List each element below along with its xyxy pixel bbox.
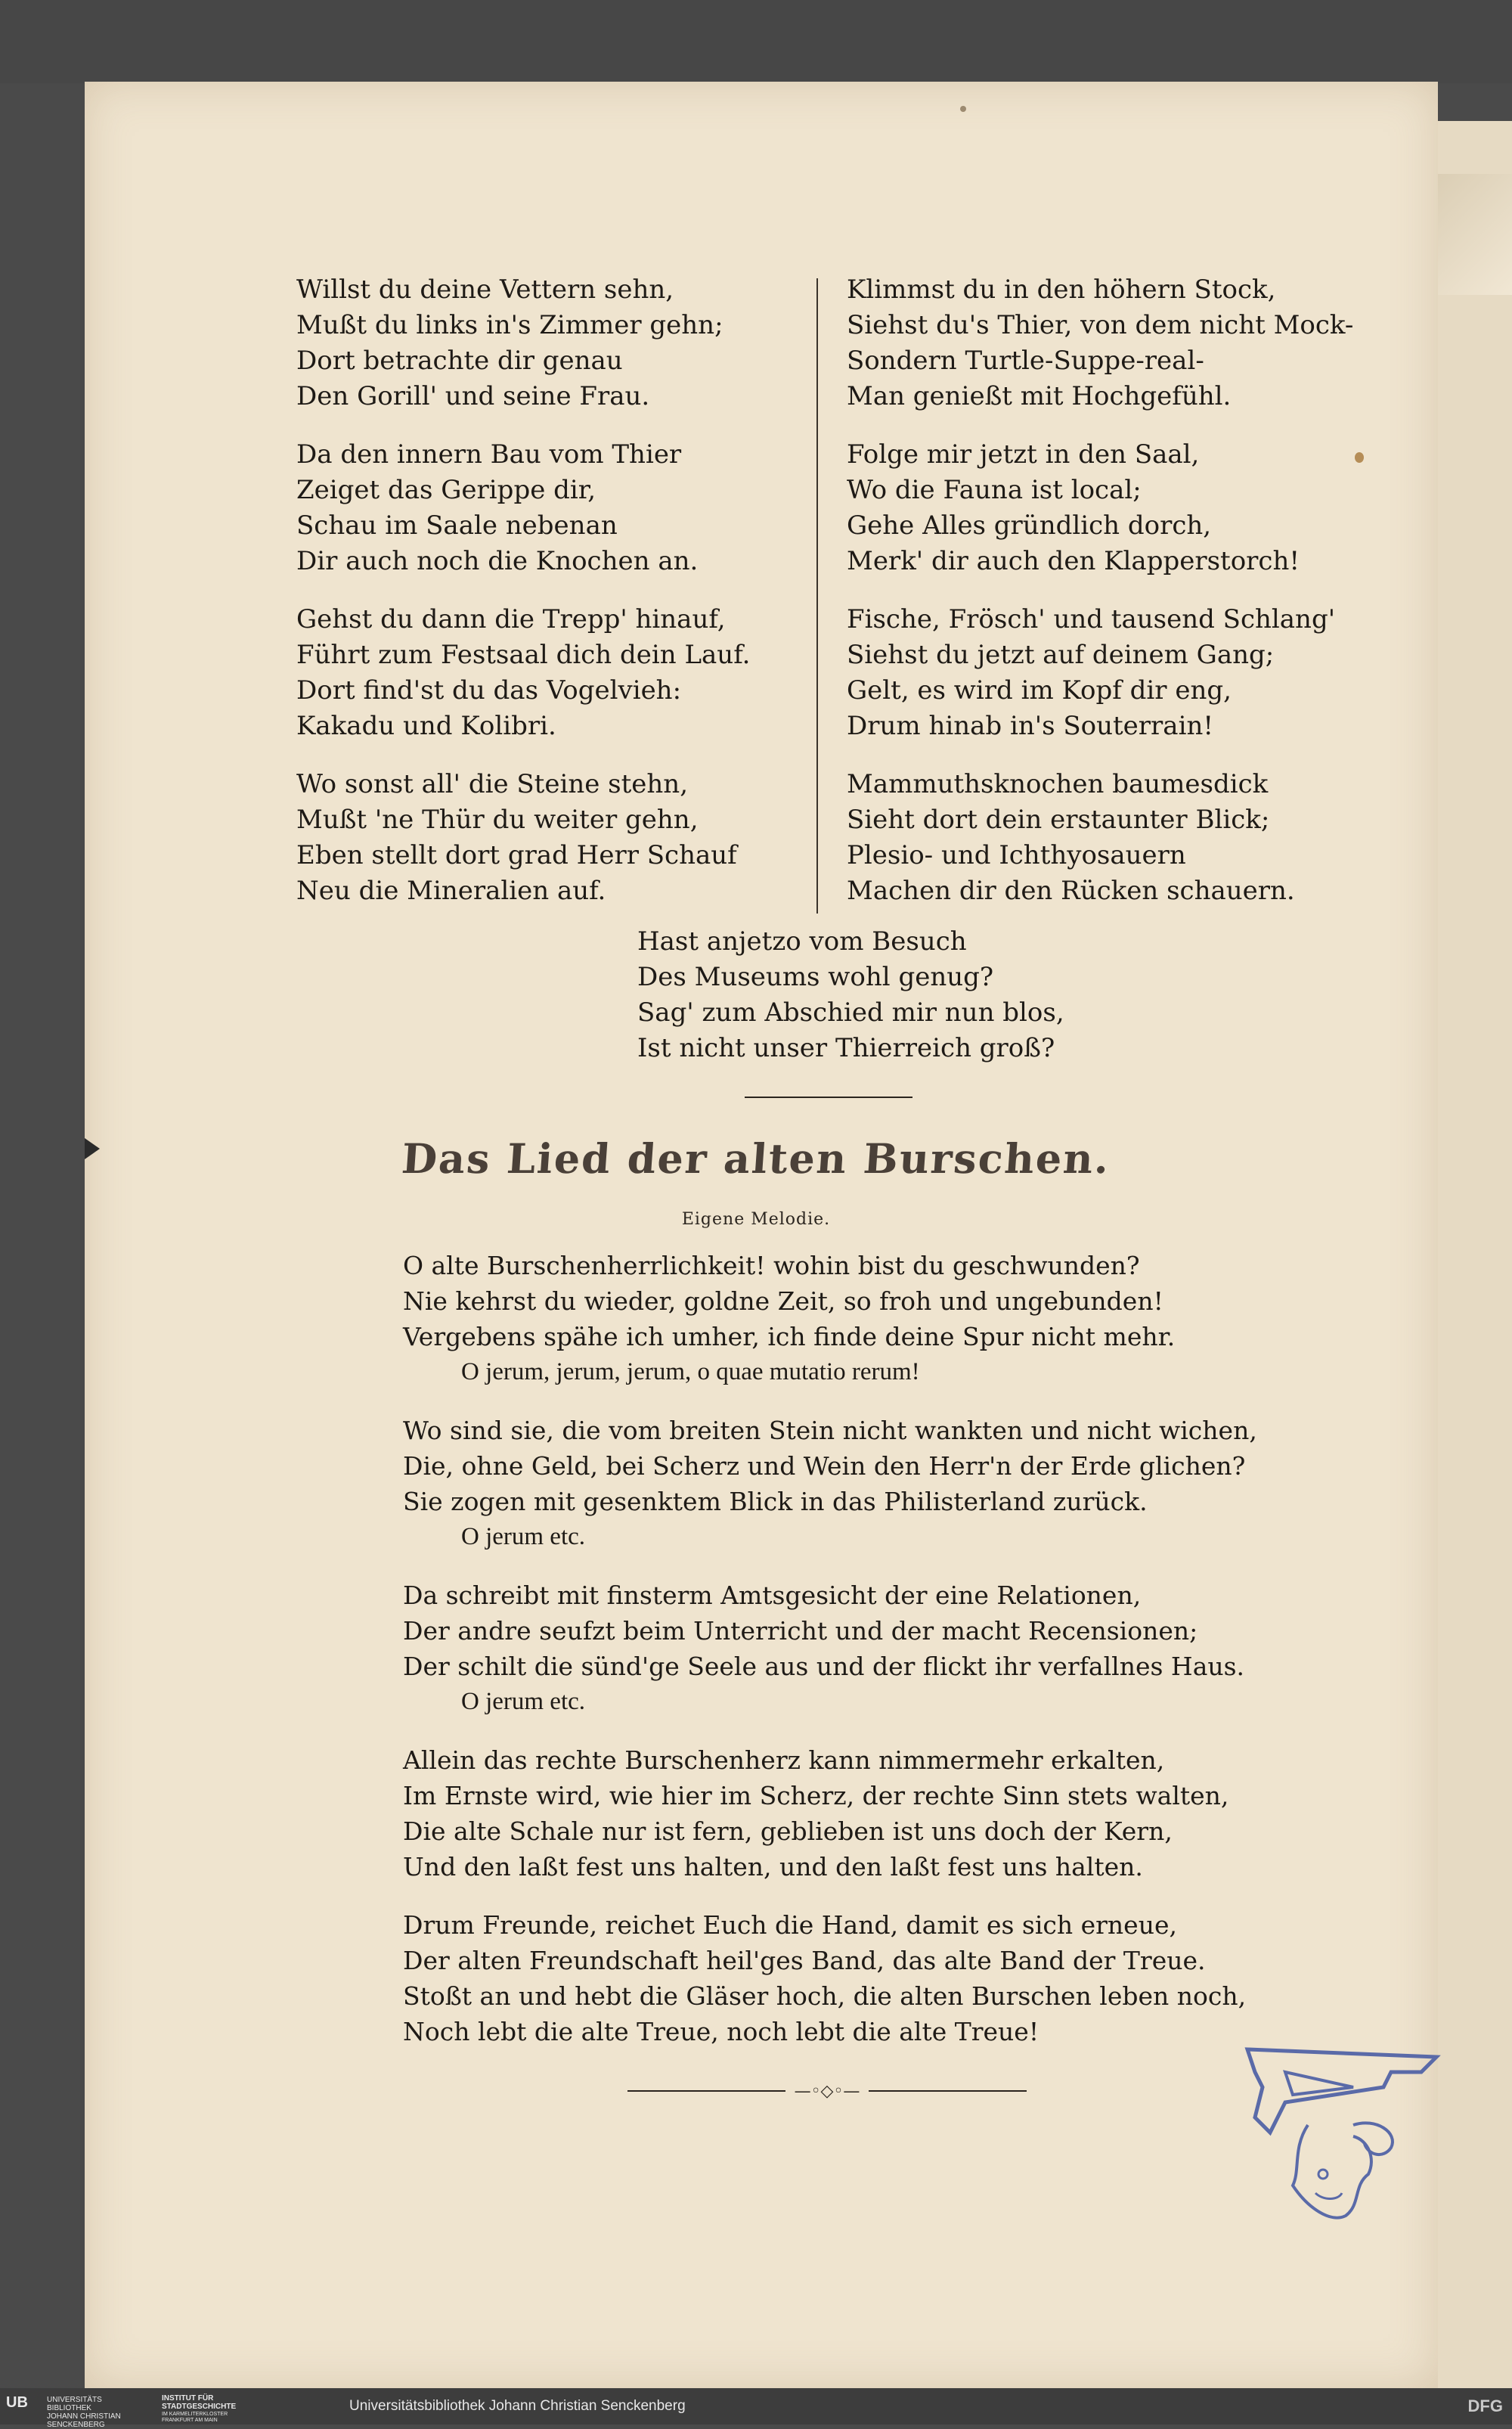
verse-line: Mußt du links in's Zimmer gehn; <box>296 310 723 340</box>
stanza <box>403 1742 1257 1885</box>
verse-line: Gehe Alles gründlich dorch, <box>847 510 1212 541</box>
footer-bar <box>0 2388 1512 2429</box>
verse-line: Der alten Freundschaft heil'ges Band, das alte Band der Treue. <box>403 1946 1206 1975</box>
melody-note: Eigene Melodie. <box>681 1210 831 1229</box>
stanza <box>847 602 1353 744</box>
dfg-logo: DFG <box>1467 2396 1503 2415</box>
verse-line: Wo sind sie, die vom breiten Stein nicht wankten und nicht wichen, <box>403 1416 1257 1445</box>
verse-line: O alte Burschenherrlichkeit! wohin bist du geschwunden? <box>403 1251 1140 1280</box>
refrain-line: O jerum etc. <box>461 1688 586 1715</box>
verse-line: Und den laßt fest uns halten, und den laßt fest uns halten. <box>403 1852 1143 1881</box>
refrain-line: O jerum etc. <box>461 1523 586 1550</box>
verse-line: Vergebens spähe ich umher, ich finde deine Spur nicht mehr. <box>403 1322 1176 1351</box>
verse-line: Sieht dort dein erstaunter Blick; <box>847 805 1270 835</box>
verse-line: Mammuthsknochen baumesdick <box>847 769 1269 799</box>
verse-line: Im Ernste wird, wie hier im Scherz, der rechte Sinn stets walten, <box>403 1781 1229 1810</box>
stanza <box>296 272 750 414</box>
stanza <box>403 1907 1257 2049</box>
verse-line: Zeiget das Gerippe dir, <box>296 475 596 505</box>
verse-line: Ist nicht unser Thierreich groß? <box>637 1033 1055 1063</box>
poem-right-column <box>847 272 1353 932</box>
stain-spot <box>960 106 966 112</box>
poem-left-column <box>296 272 750 932</box>
stanza <box>847 767 1353 909</box>
verse-line: Da schreibt mit finsterm Amtsgesicht der eine Relationen, <box>403 1581 1142 1610</box>
verse-line: Drum Freunde, reichet Euch die Hand, damit es sich erneue, <box>403 1910 1177 1940</box>
stanza <box>296 602 750 744</box>
verse-line: Nie kehrst du wieder, goldne Zeit, so froh und ungebunden! <box>403 1286 1163 1316</box>
section-divider <box>745 1097 912 1098</box>
library-credit: Universitätsbibliothek Johann Christian Senckenberg <box>349 2398 686 2414</box>
column-divider <box>816 278 818 914</box>
verse-line: Dort betrachte dir genau <box>296 346 623 376</box>
ub-logo: UB <box>6 2394 28 2411</box>
verse-line: Sondern Turtle-Suppe-real- <box>847 346 1204 376</box>
scan-background <box>0 0 1512 83</box>
institute-subtitle: IM KARMELITERKLOSTER FRANKFURT AM MAIN <box>162 2412 228 2423</box>
verse-line: Dir auch noch die Knochen an. <box>296 546 699 576</box>
verse-line: Folge mir jetzt in den Saal, <box>847 439 1200 470</box>
verse-line: Führt zum Festsaal dich dein Lauf. <box>296 640 751 670</box>
verse-line: Da den innern Bau vom Thier <box>296 439 682 470</box>
verse-line: Gehst du dann die Trepp' hinauf, <box>296 604 726 634</box>
verse-line: Der schilt die sünd'ge Seele aus und der flickt ihr verfallnes Haus. <box>403 1652 1245 1681</box>
verse-line: Sag' zum Abschied mir nun blos, <box>637 997 1064 1028</box>
verse-line: Dort find'st du das Vogelvieh: <box>296 675 682 706</box>
verse-line: Noch lebt die alte Treue, noch lebt die alte Treue! <box>403 2017 1040 2046</box>
verse-line: Neu die Mineralien auf. <box>296 876 606 906</box>
ornament-icon: —◦◇◦— <box>794 2081 860 2101</box>
stanza <box>847 437 1353 579</box>
stanza <box>296 767 750 909</box>
refrain-line: O jerum, jerum, jerum, o quae mutatio rerum! <box>461 1358 920 1385</box>
verse-line: Die alte Schale nur ist fern, geblieben ist uns doch der Kern, <box>403 1816 1173 1846</box>
verse-line: Eben stellt dort grad Herr Schauf <box>296 840 737 870</box>
poem-closing-stanza <box>637 924 1064 1066</box>
stanza <box>847 272 1353 414</box>
verse-line: Merk' dir auch den Klapperstorch! <box>847 546 1300 576</box>
verse-line: Schau im Saale nebenan <box>296 510 618 541</box>
verse-line: Stoßt an und hebt die Gläser hoch, die alten Burschen leben noch, <box>403 1981 1247 2011</box>
verse-line: Hast anjetzo vom Besuch <box>637 926 967 957</box>
verse-line: Gelt, es wird im Kopf dir eng, <box>847 675 1232 706</box>
verse-line: Willst du deine Vettern sehn, <box>296 275 674 305</box>
verse-line: Klimmst du in den höhern Stock, <box>847 275 1276 305</box>
verse-line: Die, ohne Geld, bei Scherz und Wein den Herr'n der Erde glichen? <box>403 1451 1246 1481</box>
verse-line: Kakadu und Kolibri. <box>296 711 556 741</box>
verse-line: Den Gorill' und seine Frau. <box>296 381 650 411</box>
verse-line: Mußt 'ne Thür du weiter gehn, <box>296 805 699 835</box>
verse-line: Plesio- und Ichthyosauern <box>847 840 1186 870</box>
stanza <box>403 1577 1257 1720</box>
verse-line: Wo die Fauna ist local; <box>847 475 1142 505</box>
song-title: Das Lied der alten Burschen. <box>400 1134 1112 1183</box>
verse-line: Machen dir den Rücken schauern. <box>847 876 1295 906</box>
verse-line: Siehst du jetzt auf deinem Gang; <box>847 640 1275 670</box>
verse-line: Man genießt mit Hochgefühl. <box>847 381 1232 411</box>
stanza <box>296 437 750 579</box>
verse-line: Des Museums wohl genug? <box>637 962 994 992</box>
institute-logo: INSTITUT FÜR STADTGESCHICHTE <box>162 2394 237 2411</box>
stain-spot <box>1355 452 1364 463</box>
verse-line: Der andre seufzt beim Unterricht und der macht Recensionen; <box>403 1616 1198 1646</box>
stanza <box>403 1413 1257 1555</box>
verse-line: Drum hinab in's Souterrain! <box>847 711 1213 741</box>
verse-line: Sie zogen mit gesenktem Blick in das Philisterland zurück. <box>403 1487 1148 1516</box>
verse-line: Allein das rechte Burschenherz kann nimmermehr erkalten, <box>403 1745 1165 1775</box>
ub-logo-text: UNIVERSITÄTS BIBLIOTHEK JOHANN CHRISTIAN SENCKENBERG <box>47 2396 121 2429</box>
verse-line: Wo sonst all' die Steine stehn, <box>296 769 689 799</box>
verse-line: Fische, Frösch' und tausend Schlang' <box>847 604 1336 634</box>
library-stamp <box>1240 2042 1452 2241</box>
verse-line: Siehst du's Thier, von dem nicht Mock- <box>847 310 1354 340</box>
song-lyrics <box>403 1248 1257 2072</box>
ornament-divider <box>627 2080 1027 2102</box>
stanza <box>403 1248 1257 1390</box>
